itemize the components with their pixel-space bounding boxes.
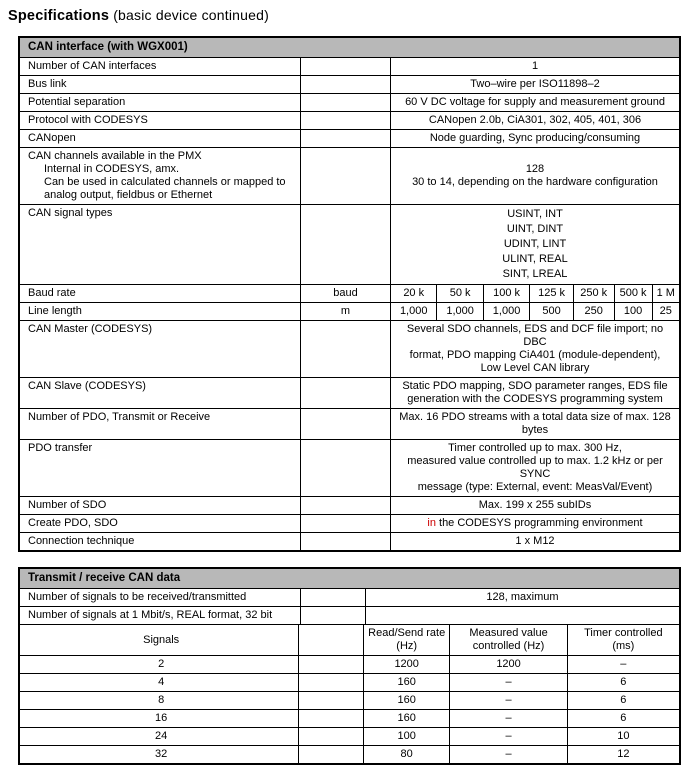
spec-subcell: 500 k [614, 285, 652, 302]
spec-subcell: 1,000 [436, 303, 482, 320]
spec-unit [298, 728, 363, 745]
spec-value: Several SDO channels, EDS and DCF file import; no DBC format, PDO mapping CiA401 (module-dependent), Low Level CAN library [390, 321, 679, 377]
spec-value: 1 x M12 [390, 533, 679, 550]
spec-subcell: 25 [652, 303, 680, 320]
spec-subcell: 250 k [573, 285, 614, 302]
table-row [20, 320, 679, 377]
table-row [20, 57, 679, 75]
spec-unit [300, 378, 390, 408]
spec-unit [300, 58, 390, 75]
spec-unit [300, 409, 390, 439]
spec-unit [300, 440, 390, 496]
spec-subcell: 100 k [483, 285, 529, 302]
spec-label: Potential separation [28, 96, 126, 108]
signal-value: 1200 [449, 656, 566, 673]
signal-value: 160 [363, 692, 449, 709]
table2-rows [20, 588, 679, 624]
highlighted-word: in [427, 517, 436, 529]
signal-value: 160 [363, 710, 449, 727]
signal-row [20, 709, 679, 727]
table-row [20, 204, 679, 284]
title-main: Specifications [8, 8, 110, 24]
spec-label: Line length [28, 305, 82, 317]
signal-count: 16 [155, 712, 168, 724]
spec-unit [300, 76, 390, 93]
spec-value: Two–wire per ISO11898–2 [390, 76, 679, 93]
signal-value: 80 [363, 746, 449, 763]
spec-value: USINT, INT UINT, DINT UDINT, LINT ULINT, REAL SINT, LREAL [390, 205, 679, 284]
spec-unit: baud [300, 285, 390, 302]
spec-value: 60 V DC voltage for supply and measurement ground [390, 94, 679, 111]
signal-header-row [20, 624, 679, 655]
table-row [20, 408, 679, 439]
spec-value: Timer controlled up to max. 300 Hz, measured value controlled up to max. 1.2 kHz or per SYNC message (type: External, event: MeasVal/Event) [390, 440, 679, 496]
spec-value: 1 [390, 58, 679, 75]
spec-label: Baud rate [28, 287, 76, 299]
table-row [20, 75, 679, 93]
spec-subcell: 250 [573, 303, 614, 320]
signal-count: 24 [155, 730, 168, 742]
table-row [20, 147, 679, 204]
table-row [20, 588, 679, 606]
transmit-receive-table [18, 567, 681, 765]
signal-value: – [449, 728, 566, 745]
spec-unit [300, 533, 390, 550]
spec-subcell: 50 k [436, 285, 482, 302]
spec-label: Protocol with CODESYS [28, 114, 148, 126]
page-title [8, 7, 698, 24]
table-row [20, 496, 679, 514]
spec-value [390, 303, 679, 320]
table-row [20, 302, 679, 320]
spec-subcell: 20 k [403, 287, 425, 299]
signal-value: – [449, 746, 566, 763]
signal-col-header: Measured value controlled (Hz) [449, 625, 566, 655]
signal-row [20, 745, 679, 763]
title-sub: (basic device continued) [109, 7, 269, 23]
spec-unit [298, 625, 363, 655]
table-row [20, 377, 679, 408]
signal-value: 6 [567, 710, 679, 727]
signal-value: 160 [363, 674, 449, 691]
signal-value: 6 [567, 674, 679, 691]
signal-value: 100 [363, 728, 449, 745]
spec-label: CAN channels available in the PMX Internal in CODESYS, amx. Can be used in calculated channels or mapped to analog output, fieldbus or Ethernet [28, 150, 286, 201]
signal-row [20, 691, 679, 709]
spec-subcell: 1 M [652, 285, 680, 302]
signal-value: – [567, 656, 679, 673]
spec-unit [300, 130, 390, 147]
signal-value: – [449, 692, 566, 709]
signal-rate-table [20, 624, 679, 763]
signal-value: 12 [567, 746, 679, 763]
spec-value [365, 607, 679, 624]
spec-label: Number of SDO [28, 499, 107, 511]
table-row [20, 111, 679, 129]
spec-value: in the CODESYS programming environment [390, 515, 679, 532]
signal-col-header: Timer controlled (ms) [567, 625, 679, 655]
signal-value: 1200 [363, 656, 449, 673]
spec-unit [300, 112, 390, 129]
spec-label: Bus link [28, 78, 67, 90]
signal-value: – [449, 674, 566, 691]
table1-rows [20, 57, 679, 550]
spec-value: 128, maximum [365, 589, 679, 606]
spec-value: Node guarding, Sync producing/consuming [390, 130, 679, 147]
spec-value: Static PDO mapping, SDO parameter ranges, EDS file generation with the CODESYS programming system [390, 378, 679, 408]
signal-col-header: Read/Send rate (Hz) [363, 625, 449, 655]
spec-unit [300, 94, 390, 111]
spec-value: CANopen 2.0b, CiA301, 302, 405, 401, 306 [390, 112, 679, 129]
table-row [20, 606, 679, 624]
spec-value: Max. 16 PDO streams with a total data size of max. 128 bytes [390, 409, 679, 439]
spec-subcell: 100 [614, 303, 652, 320]
spec-label: CAN signal types [28, 207, 113, 219]
spec-value: 128 30 to 14, depending on the hardware configuration [390, 148, 679, 204]
spec-unit [298, 746, 363, 763]
spec-unit [300, 497, 390, 514]
signal-col-header: Signals [143, 633, 180, 646]
table-row [20, 439, 679, 496]
table2-header: Transmit / receive CAN data [20, 569, 679, 588]
spec-unit [298, 692, 363, 709]
spec-subcell: 1,000 [483, 303, 529, 320]
spec-value [390, 285, 679, 302]
spec-label: Number of PDO, Transmit or Receive [28, 411, 211, 423]
signal-count: 8 [158, 694, 165, 706]
table-row [20, 129, 679, 147]
signal-count: 2 [158, 658, 165, 670]
signal-count: 32 [155, 748, 168, 760]
spec-unit [300, 205, 390, 284]
spec-label: CANopen [28, 132, 76, 144]
spec-unit: m [300, 303, 390, 320]
spec-unit [300, 321, 390, 377]
spec-unit [298, 710, 363, 727]
signal-value: – [449, 710, 566, 727]
spec-unit [298, 674, 363, 691]
spec-label: Connection technique [28, 535, 135, 547]
spec-label: Number of signals at 1 Mbit/s, REAL format, 32 bit [28, 609, 273, 621]
spec-label: Number of signals to be received/transmitted [28, 591, 247, 603]
spec-label: Create PDO, SDO [28, 517, 118, 529]
spec-unit [298, 656, 363, 673]
spec-subcell: 125 k [529, 285, 573, 302]
table-row [20, 514, 679, 532]
spec-label: Number of CAN interfaces [28, 60, 157, 72]
signal-row [20, 727, 679, 745]
spec-unit [300, 607, 365, 624]
spec-unit [300, 148, 390, 204]
can-interface-table [18, 36, 681, 552]
page [0, 7, 698, 765]
spec-label: PDO transfer [28, 442, 93, 454]
signal-row [20, 673, 679, 691]
signal-value: 10 [567, 728, 679, 745]
spec-unit [300, 589, 365, 606]
spec-unit [300, 515, 390, 532]
spec-value: Max. 199 x 255 subIDs [390, 497, 679, 514]
table1-header: CAN interface (with WGX001) [20, 38, 679, 57]
table-row [20, 284, 679, 302]
spec-subcell: 500 [529, 303, 573, 320]
table-row [20, 93, 679, 111]
signal-count: 4 [158, 676, 165, 688]
spec-label: CAN Master (CODESYS) [28, 323, 153, 335]
signal-row [20, 655, 679, 673]
spec-subcell: 1,000 [399, 305, 428, 317]
signal-value: 6 [567, 692, 679, 709]
table-row [20, 532, 679, 550]
spec-label: CAN Slave (CODESYS) [28, 380, 146, 392]
